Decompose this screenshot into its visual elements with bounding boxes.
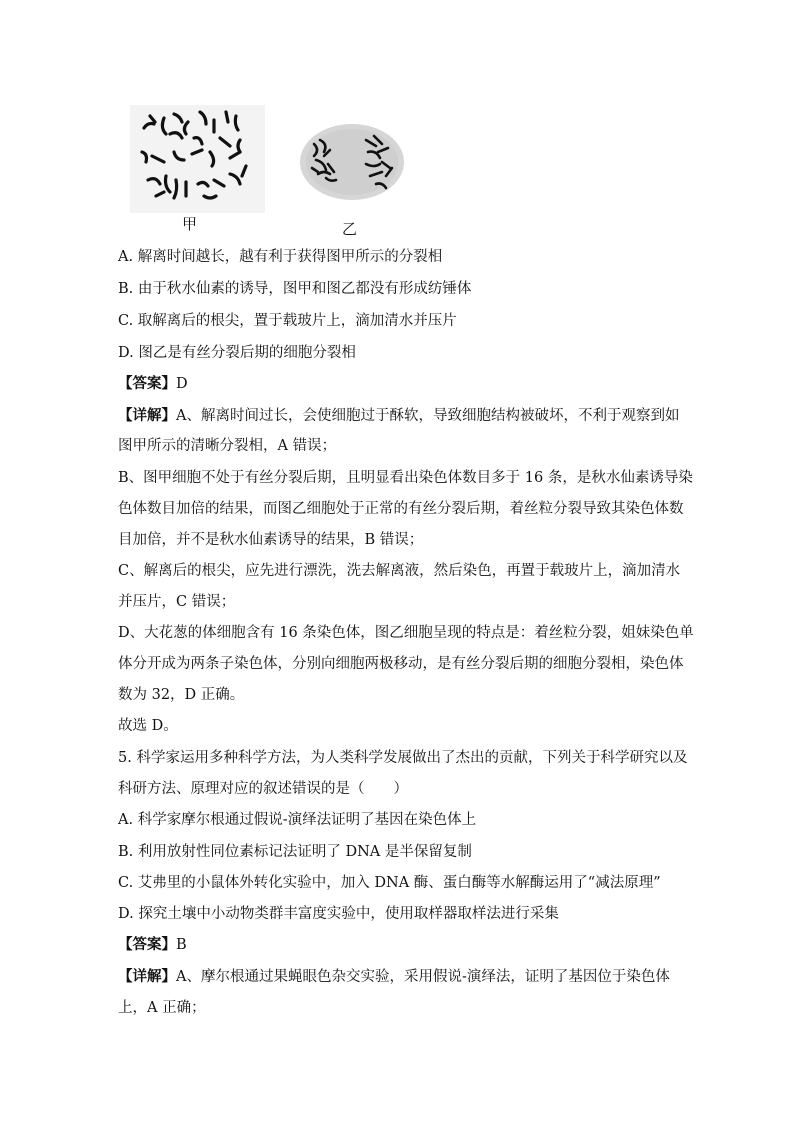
q4-explanation-line: B、图甲细胞不处于有丝分裂后期，且明显看出染色体数目多于 16 条，是秋水仙素诱导染	[118, 470, 693, 486]
q4-explanation-line: D、大花葱的体细胞含有 16 条染色体，图乙细胞呈现的特点是：着丝粒分裂，姐妹染色单	[118, 625, 694, 641]
q4-option-d: D. 图乙是有丝分裂后期的细胞分裂相	[118, 345, 356, 361]
answer-value: D	[176, 376, 188, 392]
micrograph-jia-background	[130, 105, 265, 213]
q4-option-b: B. 由于秋水仙素的诱导，图甲和图乙都没有形成纺锤体	[118, 281, 472, 297]
chromosome-micrographs	[130, 100, 430, 235]
q4-conclusion: 故选 D。	[118, 718, 178, 734]
q5-stem-line: 5. 科学家运用多种科学方法，为人类科学发展做出了杰出的贡献，下列关于科学研究以及	[118, 750, 688, 766]
answer-tag: 【答案】	[118, 936, 176, 953]
q5-explanation-line: 【详解】A、摩尔根通过果蝇眼色杂交实验，采用假说-演绎法，证明了基因位于染色体	[118, 968, 670, 985]
q5-option-b: B. 利用放射性同位素标记法证明了 DNA 是半保留复制	[118, 844, 472, 860]
q4-explanation-line: 图甲所示的清晰分裂相，A 错误；	[118, 438, 337, 454]
explanation-tag: 【详解】	[118, 407, 176, 424]
q5-option-c: C. 艾弗里的小鼠体外转化实验中，加入 DNA 酶、蛋白酶等水解酶运用了“减法原理”	[118, 875, 661, 891]
answer-value: B	[176, 937, 187, 953]
q4-explanation-line: C、解离后的根尖，应先进行漂洗，洗去解离液，然后染色，再置于载玻片上，滴加清水	[118, 563, 681, 579]
figure-label-jia: 甲	[182, 215, 198, 233]
q4-explanation-line: 色体数目加倍的结果，而图乙细胞处于正常的有丝分裂后期，着丝粒分裂导致其染色体数	[118, 501, 684, 517]
answer-tag: 【答案】	[118, 375, 176, 392]
q4-explanation-line: 并压片，C 错误；	[118, 594, 236, 610]
q4-option-c: C. 取解离后的根尖，置于载玻片上，滴加清水并压片	[118, 313, 457, 329]
figure-label-yi: 乙	[342, 220, 358, 238]
q4-answer	[118, 374, 678, 394]
q4-option-a: A. 解离时间越长，越有利于获得图甲所示的分裂相	[118, 249, 443, 265]
explanation-tag: 【详解】	[118, 968, 176, 985]
q5-explanation-line: 上，A 正确；	[118, 1000, 206, 1016]
q5-option-a: A. 科学家摩尔根通过假说-演绎法证明了基因在染色体上	[118, 812, 477, 828]
q4-explanation-line: 数为 32，D 正确。	[118, 687, 245, 703]
chromosome-figure	[130, 100, 430, 238]
q5-option-d: D. 探究土壤中小动物类群丰富度实验中，使用取样器取样法进行采集	[118, 906, 559, 922]
q5-stem-line: 科研方法、原理对应的叙述错误的是（ ）	[118, 781, 408, 797]
q5-answer	[118, 935, 678, 955]
q4-explanation-line: 【详解】A、解离时间过长，会使细胞过于酥软，导致细胞结构被破坏，不利于观察到如	[118, 407, 680, 424]
q4-explanation-line: 体分开成为两条子染色体，分别向细胞两极移动，是有丝分裂后期的细胞分裂相，染色体	[118, 656, 684, 672]
q4-explanation-line: 目加倍，并不是秋水仙素诱导的结果，B 错误；	[118, 532, 424, 548]
